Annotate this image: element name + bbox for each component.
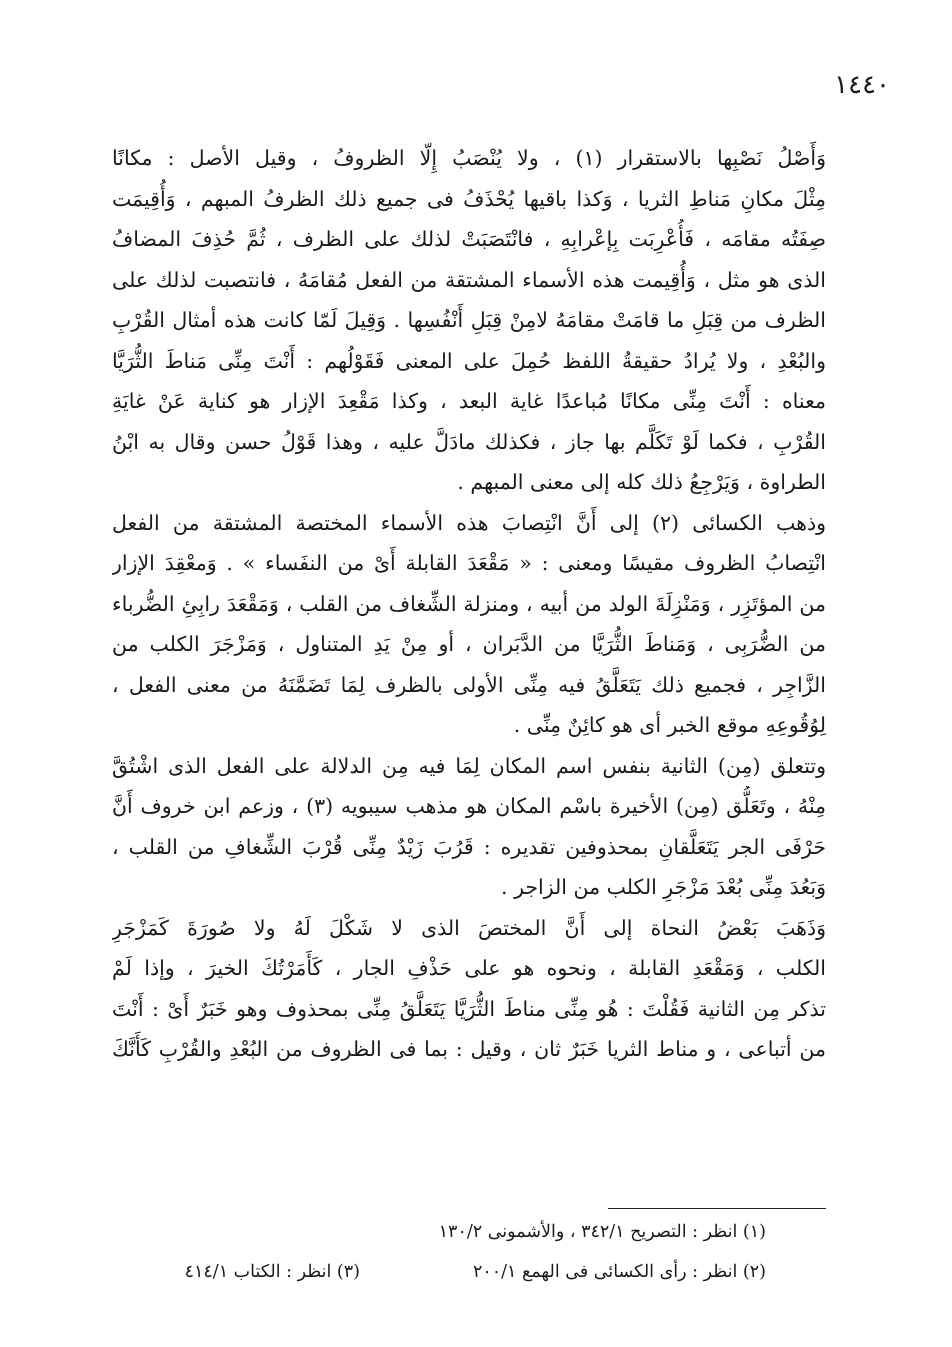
text-line: من أتباعى ، و مناط الثريا خَبَرٌ ثان ، وقيل : بما فى الظروف من البُعْدِ والقُرْبِ كَأَنَّكَ — [112, 1037, 826, 1061]
text-line: مِنْهُ ، وتَعَلُّق (مِن) الأخيرة باسْم المكان هو مذهب سيبويه (٣) ، وزعم ابن خروف أَنَّ — [112, 794, 826, 818]
text-line: الزَّاجِر ، فجميع ذلك يَتَعَلَّقُ فيه مِنِّى الأولى بالظرف لِمَا تَضَمَّنَهُ من معنى الفعل ، — [112, 672, 826, 697]
text-line: الظرف من قِبَلِ ما قامَتْ مقامَهُ لامِنْ قِبَلِ أَنْفُسِها . وَقِيلَ لَمّا كانت هذه أمثال القُرْبِ — [112, 308, 826, 332]
text-line: الذى هو مثل ، وَأُقِيمت هذه الأسماء المشتقة من الفعل مُقامَهُ ، فانتصبت لذلك على — [112, 267, 826, 292]
page-number: ١٤٤٠ — [834, 70, 890, 100]
footnote-2: (٢) انظر : رأى الكسائى فى الهمع ٢٠٠/١ — [472, 1262, 766, 1282]
text-line: مِثْلَ مكانِ مَناطِ الثريا ، وَكذا باقيها يُحْذَفُ فى جميع ذلك الظرفُ المبهم ، وَأُقِيمَت — [112, 186, 826, 211]
text-line: انْتِصابُ الظروف مقيسًا ومعنى : « مَقْعَدَ القابلة أَىْ من النفَساء » . وَمعْقِدَ الإزار — [112, 551, 826, 575]
body-text — [112, 138, 826, 1070]
text-line: صِفَتُه مقامَه ، فَأُعْرِبَت بِإعْرابِهِ ، فانْتَصَبَتْ لذلك على الظرف ، ثُمَّ حُذِفَ المضافُ — [112, 227, 826, 251]
text-line: لِوُقُوعِهِ موقع الخبر أى هو كائِنٌ مِنِّى . — [513, 713, 826, 737]
text-line: تذكر مِن الثانية فَقُلْتَ : هُو مِنِّى مناطَ الثُّرَيَّا يَتَعَلَّقُ مِنِّى بمحذوف وهو خَبَرٌ أَىْ : أَنْتَ — [112, 996, 826, 1021]
text-line: وتتعلق (مِن) الثانية بنفس اسم المكان لِمَا فيه مِن الدلالة على الفعل الذى اشْتُقَّ — [112, 753, 826, 778]
text-line: والبُعْدِ ، ولا يُرادُ حقيقةُ اللفظ حُمِلَ على المعنى فَقَوْلُهم : أَنْتَ مِنِّى مَناطَ الثُّرَيَّا — [112, 348, 826, 373]
text-line: وَذَهَبَ بَعْضُ النحاة إلى أَنَّ المختصَ الذى لا شَكْلَ لَهُ ولا صُورَةَ كَمَزْجَرِ — [112, 915, 826, 940]
footnote-divider — [608, 1208, 826, 1209]
text-line: الكلب ، وَمَقْعَدِ القابلة ، ونحوه هو على حَذْفِ الجار ، كَأَمَرْتُكَ الخيرَ ، وإذا لَمْ — [112, 956, 826, 980]
text-line: حَرْفَى الجر يَتَعَلَّقانِ بمحذوفين تقديره : قَرُبَ زَيْدٌ مِنِّى قُرْبَ الشِّغافِ من القلب ، — [112, 834, 826, 859]
footnote-1: (١) انظر : التصريح ٣٤٢/١ ، والأشمونى ١٣٠/٢ — [438, 1222, 766, 1242]
text-line: معناه : أَنْتَ مِنِّى مكانًا مُباعدًا غاية البعد ، وكذا مَقْعِدَ الإزار هو كناية عَنْ غايَةِ — [112, 389, 826, 413]
text-line: من الضُّرَبِى ، وَمَناطَ الثُّرَيَّا من الدَّبَران ، أو مِنْ يَدِ المتناول ، وَمَزْجَرَ الكلب من — [112, 632, 826, 656]
text-line: وذهب الكسائى (٢) إلى أَنَّ انْتِصابَ هذه الأسماء المختصة المشتقة من الفعل — [112, 510, 826, 535]
text-line: وَأَصْلُ نَصْبِها بالاستقرار (١) ، ولا يُنْصَبُ إِلّا الظروفُ ، وقيل الأصل : مكانًا — [112, 146, 826, 170]
text-line: من المؤتَزِر ، وَمَنْزِلَةَ الولد من أبيه ، ومنزلة الشِّغاف من القلب ، وَمَقْعَدَ رابِئِ الضُّرباء — [112, 591, 826, 616]
text-line: القُرْبِ ، فكما لَوْ تَكَلَّم بها جاز ، فكذلك مادَلَّ عليه ، وهذا قَوْلُ حسن وقال به ابْنُ — [112, 429, 826, 454]
footnote-3: (٣) انظر : الكتاب ٤١٤/١ — [184, 1262, 360, 1282]
text-line: وَبَعُدَ مِنِّى بُعْدَ مَزْجَرِ الكلب من الزاجر . — [501, 875, 826, 899]
text-line: الطراوة ، وَيَرْجِعُ ذلك كله إلى معنى المبهم . — [457, 470, 826, 494]
